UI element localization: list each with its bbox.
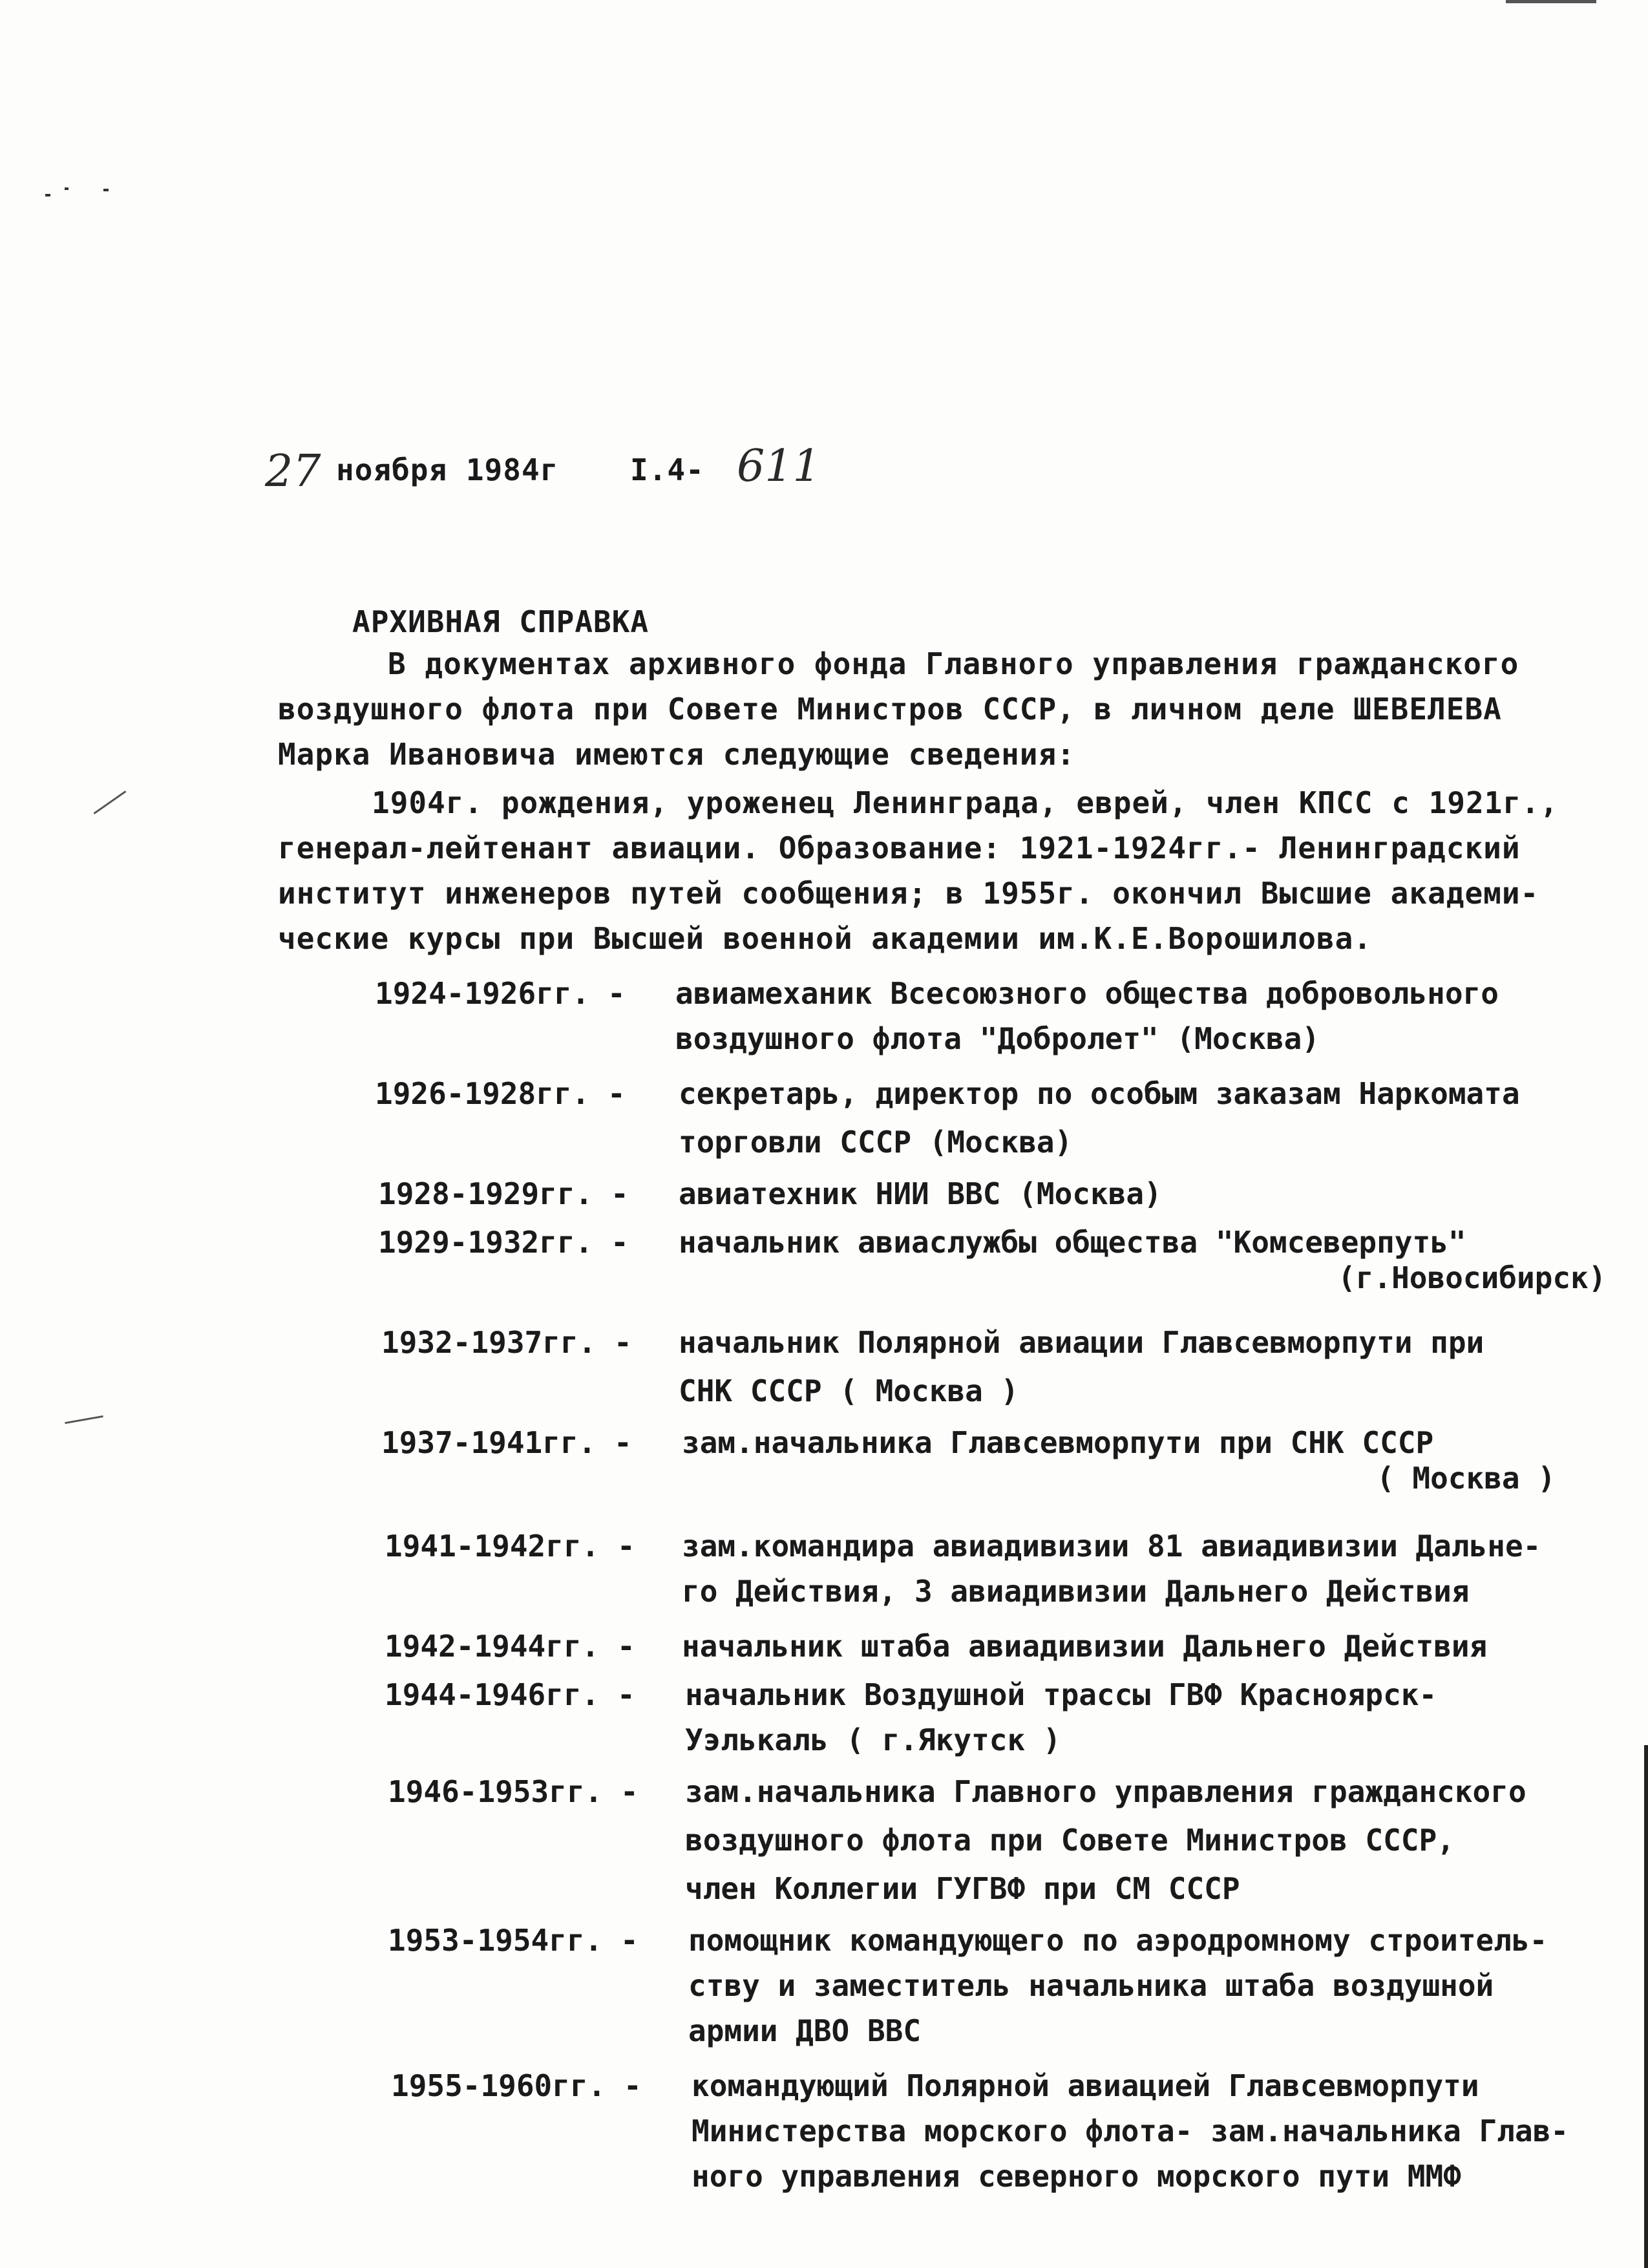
career-years: 1944-1946гг. - [385, 1677, 635, 1712]
career-years: 1941-1942гг. - [385, 1529, 635, 1563]
career-desc-line: зам.начальника Главсевморпути при СНК СССР [682, 1425, 1434, 1460]
reference-number: I.4- [630, 452, 704, 487]
career-desc-line: начальник авиаслужбы общества "Комсеверпуть" [679, 1225, 1466, 1260]
career-years: 1946-1953гг. - [388, 1774, 639, 1809]
career-years: 1955-1960гг. - [391, 2068, 642, 2103]
career-desc-line: авиамеханик Всесоюзного общества добровольного [675, 976, 1499, 1011]
career-desc-line: (г.Новосибирск) [1338, 1260, 1607, 1295]
career-years: 1926-1928гг. - [375, 1076, 626, 1111]
career-desc-line: воздушного флота при Совете Министров СССР, [685, 1823, 1455, 1858]
scan-speck [45, 194, 50, 196]
handwritten-number: 611 [737, 441, 821, 492]
career-desc-line: зам.командира авиадивизии 81 авиадивизии Дальне- [682, 1529, 1541, 1563]
bio-line: 1904г. рождения, уроженец Ленинграда, еврей, член КПСС с 1921г., [372, 785, 1559, 820]
career-desc-line: ного управления северного морского пути ММФ [692, 2159, 1461, 2194]
career-years: 1937-1941гг. - [381, 1425, 632, 1460]
document-title: АРХИВНАЯ СПРАВКА [352, 604, 650, 639]
scan-speck [103, 189, 109, 191]
career-desc-line: начальник штаба авиадивизии Дальнего Действия [682, 1629, 1488, 1664]
scan-speck [65, 187, 69, 190]
date-typed: ноября 1984г [336, 452, 559, 487]
career-years: 1924-1926гг. - [375, 976, 626, 1011]
career-years: 1928-1929гг. - [378, 1176, 629, 1211]
career-desc-line: авиатехник НИИ ВВС (Москва) [679, 1176, 1162, 1211]
career-desc-line: начальник Полярной авиации Главсевморпути при [679, 1325, 1484, 1360]
career-desc-line: зам.начальника Главного управления гражданского [685, 1774, 1527, 1809]
bio-line: генерал-лейтенант авиации. Образование: 1921-1924гг.- Ленинградский [278, 831, 1521, 865]
intro-line: В документах архивного фонда Главного управления гражданского [388, 646, 1519, 681]
career-desc-line: командующий Полярной авиацией Главсевморпути [692, 2068, 1479, 2103]
career-desc-line: секретарь, директор по особым заказам Наркомата [679, 1076, 1520, 1111]
career-desc-line: СНК СССР ( Москва ) [679, 1373, 1019, 1408]
hole-punch-mark [65, 1415, 103, 1424]
career-desc-line: армии ДВО ВВС [688, 2013, 922, 2048]
career-desc-line: воздушного флота "Добролет" (Москва) [675, 1021, 1320, 1056]
career-desc-line: начальник Воздушной трассы ГВФ Красноярск- [685, 1677, 1437, 1712]
career-desc-line: Министерства морского флота- зам.начальника Глав- [692, 2114, 1569, 2148]
career-desc-line: ( Москва ) [1377, 1461, 1556, 1496]
career-years: 1932-1937гг. - [381, 1325, 632, 1360]
bio-line: институт инженеров путей сообщения; в 1955г. окончил Высшие академи- [278, 876, 1539, 911]
career-desc-line: торговли СССР (Москва) [679, 1125, 1073, 1160]
scan-speck [1506, 0, 1596, 3]
intro-line: Марка Ивановича имеются следующие сведения: [278, 737, 1075, 772]
career-years: 1929-1932гг. - [378, 1225, 629, 1260]
career-desc-line: помощник командующего по аэродромному строитель- [688, 1923, 1548, 1958]
intro-line: воздушного флота при Совете Министров СССР, в личном деле ШЕВЕЛЕВА [278, 692, 1502, 726]
hole-punch-mark [94, 790, 127, 814]
career-desc-line: член Коллегии ГУГВФ при СМ СССР [685, 1871, 1240, 1906]
handwritten-day: 27 [265, 446, 321, 497]
career-desc-line: Уэлькаль ( г.Якутск ) [685, 1722, 1061, 1757]
career-years: 1942-1944гг. - [385, 1629, 635, 1664]
bio-line: ческие курсы при Высшей военной академии им.К.Е.Ворошилова. [278, 921, 1372, 956]
career-desc-line: го Действия, 3 авиадивизии Дальнего Действия [682, 1574, 1470, 1609]
career-desc-line: ству и заместитель начальника штаба воздушной [688, 1968, 1494, 2003]
scan-edge [1644, 1745, 1648, 2268]
career-years: 1953-1954гг. - [388, 1923, 639, 1958]
